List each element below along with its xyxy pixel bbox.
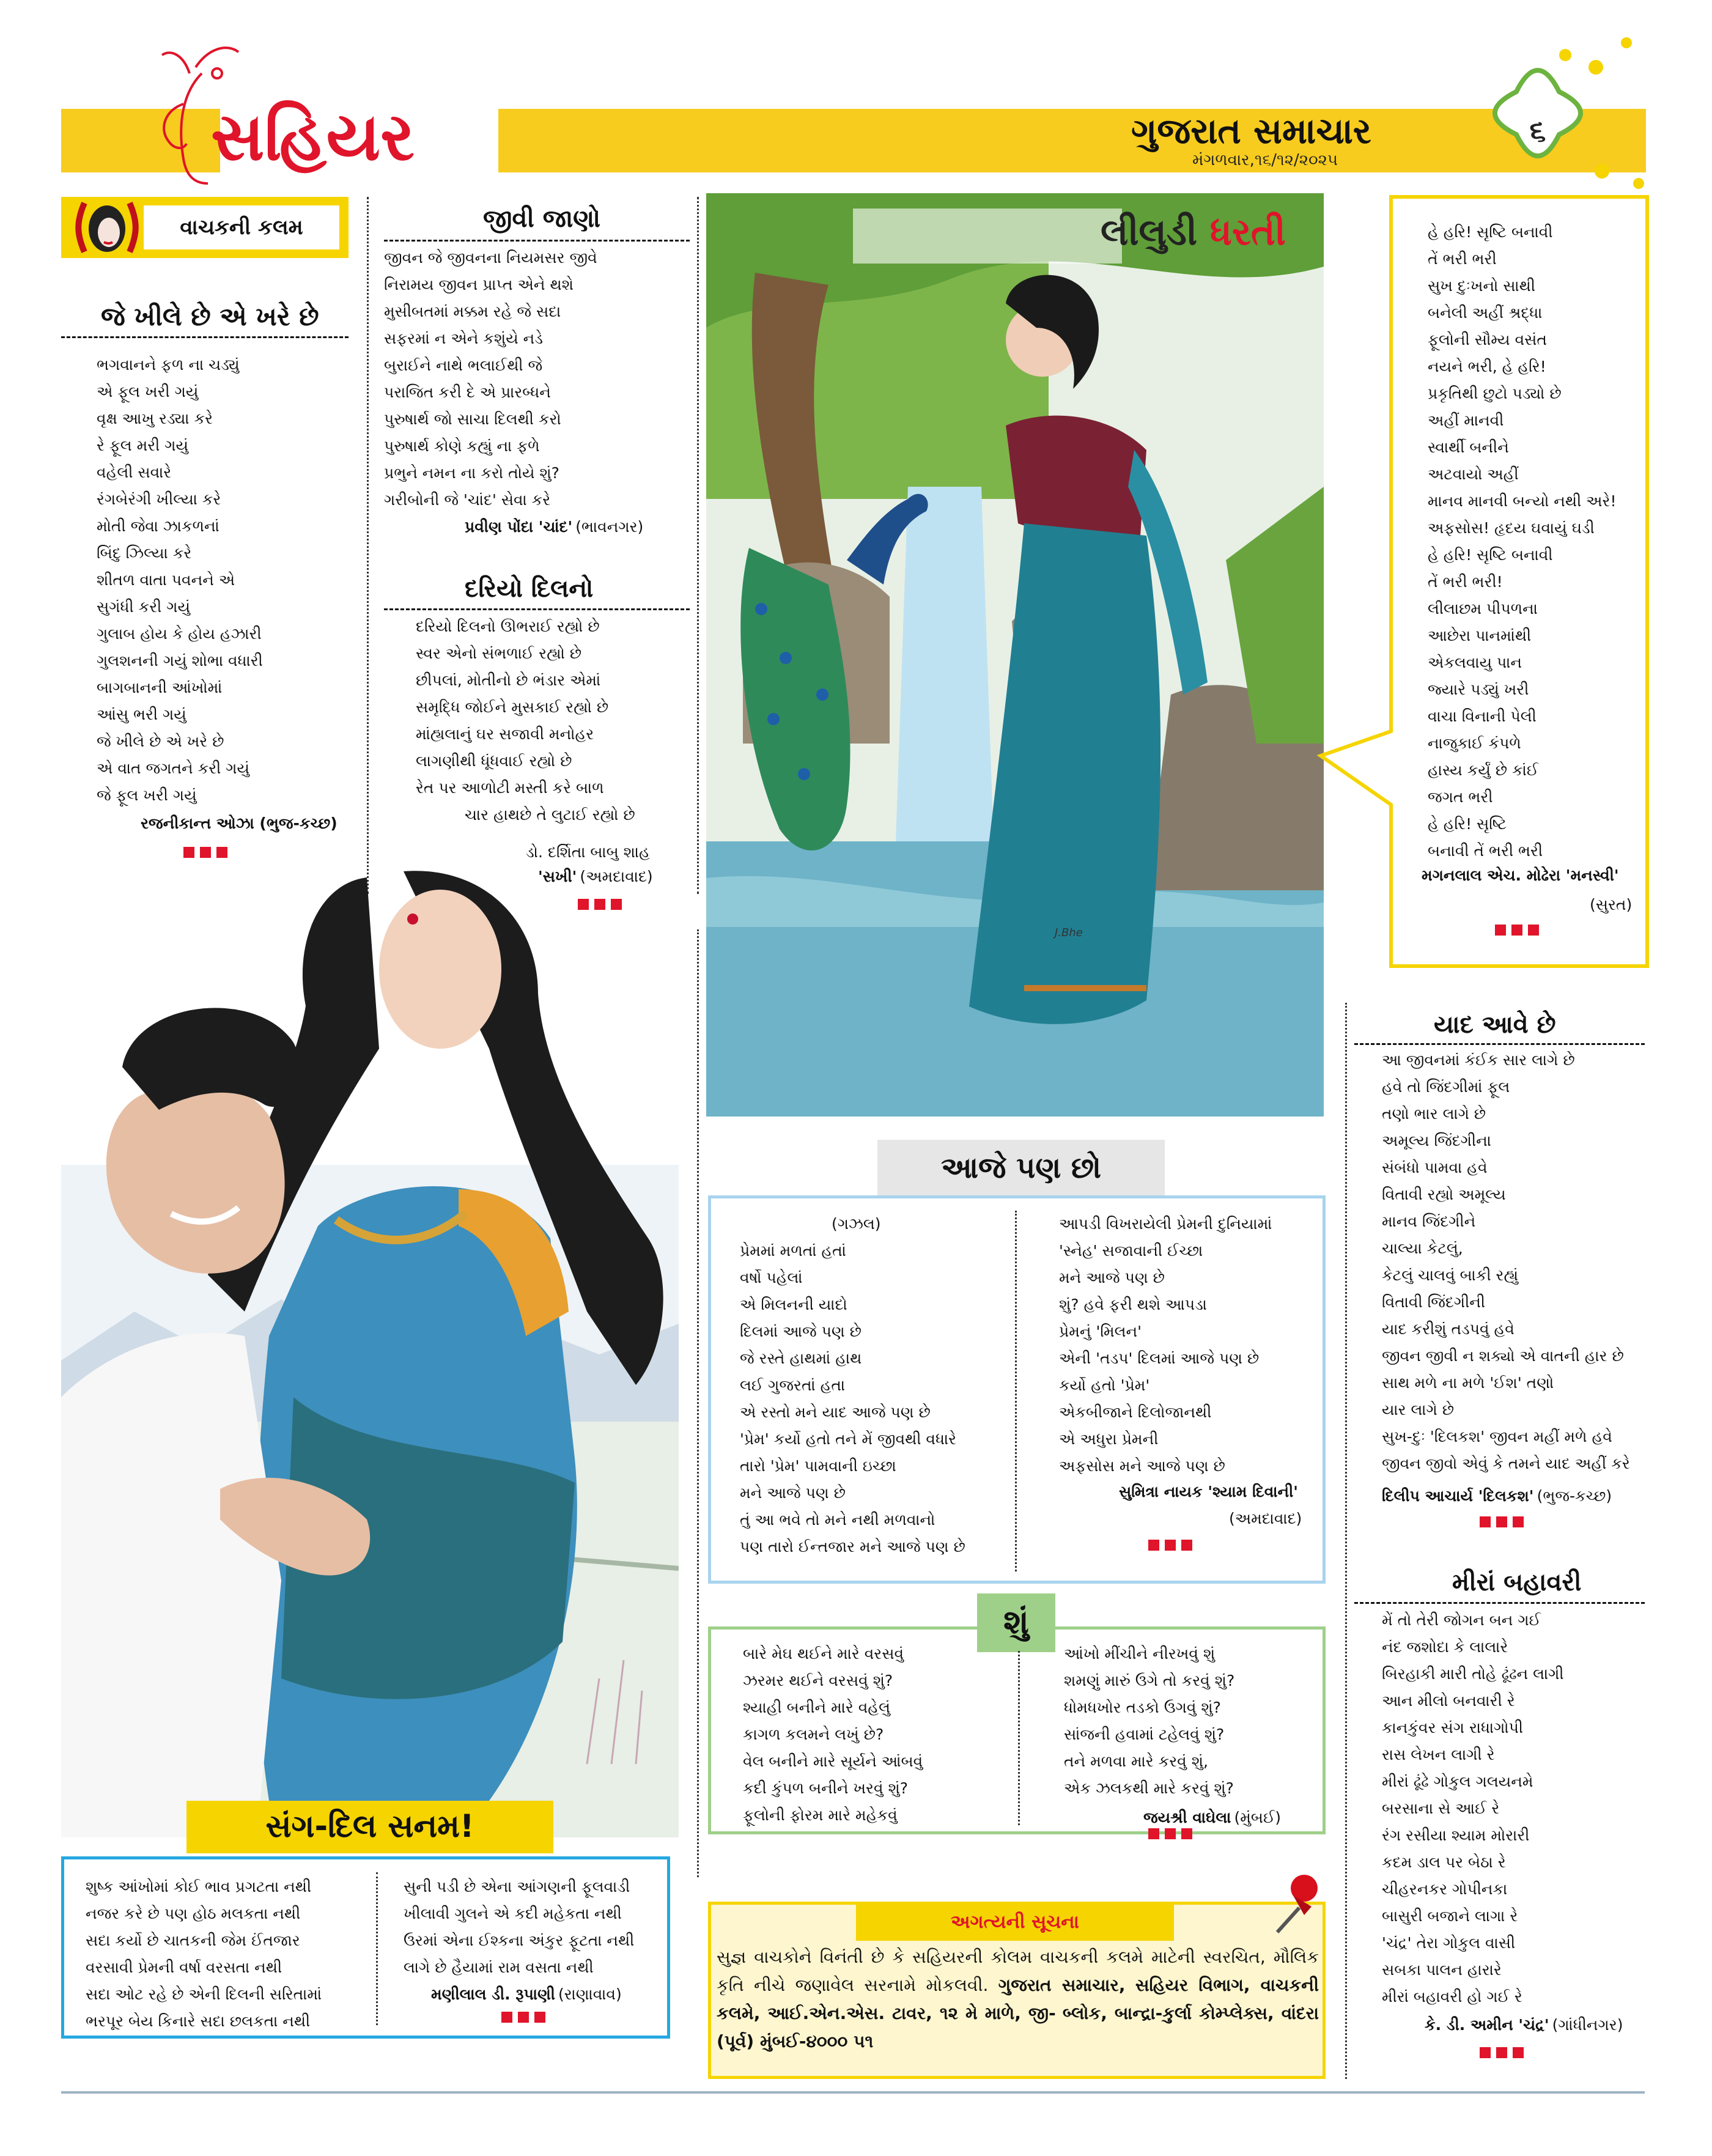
woman-face-icon	[73, 197, 141, 258]
poem-line: જગત ભરી	[1428, 788, 1493, 806]
poem-line: રંગબેરંગી ખીલ્યા કરે	[97, 490, 221, 508]
notice-text: સુજ્ઞ વાચકોને વિનંતી છે કે સહિયરની કોલમ વાચકની કલમે માટેની સ્વરચિત, મૌલિક કૃતિ નીચે જણાવેલ સરનામે મોકલવી.	[717, 1947, 1319, 1995]
pushpin-icon	[1269, 1871, 1324, 1938]
couple-illustration	[61, 847, 679, 1837]
poem-line: એકબીજાને દિલોજાનથી	[1059, 1403, 1212, 1421]
divider	[1354, 1602, 1645, 1604]
poem-line: ફૂલોની ફોરમ મારે મહેકવું	[743, 1806, 898, 1824]
poem-line: એ વાત જગતને કરી ગયું	[97, 759, 249, 777]
poem-line: રંગ રસીયા શ્યામ મોરારી	[1382, 1826, 1530, 1844]
poem6-author	[1425, 2012, 1623, 2039]
poem-line: પુરુષાર્થ જો સાચા દિલથી કરો	[384, 410, 561, 428]
divider	[61, 336, 349, 338]
poem-line: 'સ્નેહ' સજાવાની ઈચ્છા	[1059, 1242, 1203, 1260]
poem-line: જીવન જીવો એવું કે તમને યાદ અહીં કરે	[1382, 1455, 1630, 1472]
poem-line: કર્યો હતો 'પ્રેમ'	[1059, 1376, 1150, 1394]
poem-line: તને મળવા મારે કરવું શું,	[1064, 1752, 1208, 1770]
poem2-author-name: પ્રવીણ પોંદા 'ચાંદ'	[465, 518, 573, 536]
poem-line: માનવ માનવી બન્યો નથી અરે!	[1428, 492, 1617, 510]
poem-line: જે ફૂલ ખરી ગયું	[97, 786, 197, 804]
poem-line: હે હરિ! સૃષ્ટિ બનાવી	[1428, 546, 1553, 564]
poem7-title: આજે પણ છો	[941, 1151, 1101, 1185]
end-mark	[1148, 1540, 1198, 1553]
poem-line: ચાલ્યા કેટલું,	[1382, 1239, 1463, 1257]
divider	[1354, 1043, 1645, 1045]
poem9-title: સંગ-દિલ સનમ!	[265, 1808, 474, 1845]
art-title-red: ધરતી	[1209, 211, 1286, 254]
poem9-author-name: મણીલાલ ડી. રૂપાણી	[431, 1985, 555, 2003]
poem5-author-name: દિલીપ આચાર્ય 'દિલકશ'	[1382, 1487, 1534, 1505]
poem-line: અહીં માનવી	[1428, 412, 1504, 429]
poem-line: વિતાવી રહ્યો અમૂલ્ય	[1382, 1186, 1506, 1203]
poem8-author-name: જયશ્રી વાઘેલા	[1143, 1809, 1231, 1826]
poem-line: બાગબાનની આંખોમાં	[97, 679, 223, 696]
poem-line: સુની પડી છે એના આંગણની ફૂલવાડી	[404, 1878, 630, 1896]
poem-line: સુખ-દુઃ 'દિલકશ' જીવન મહીં મળે હવે	[1382, 1428, 1612, 1445]
poem-line: પણ તારો ઈન્તજાર મને આજે પણ છે	[740, 1538, 965, 1556]
footer-rule	[61, 2091, 1645, 2094]
column-rule	[1015, 1211, 1017, 1571]
poem-line: એની 'તડપ' દિલમાં આજે પણ છે	[1059, 1349, 1260, 1367]
poem-line: શુષ્ક આંખોમાં કોઈ ભાવ પ્રગટતા નથી	[86, 1878, 312, 1896]
poem-line: એ મિલનની યાદો	[740, 1296, 847, 1313]
poem3-body	[416, 613, 635, 829]
poem6-body	[1382, 1607, 1564, 2010]
poem-line: મને આજે પણ છે	[740, 1484, 846, 1502]
poem-line: લીલાછમ પીપળના	[1428, 600, 1538, 618]
poem-line: વર્ષો પહેલાં	[740, 1269, 803, 1287]
poem-line: એ ફૂલ ખરી ગયું	[97, 383, 199, 401]
end-mark	[1148, 1828, 1198, 1842]
poem-line: સાંજની હવામાં ટહેલવું શું?	[1064, 1726, 1225, 1743]
poem-line: મુસીબતમાં મક્કમ રહે જે સદા	[384, 303, 561, 320]
poem9-col1	[86, 1874, 322, 2035]
poem-line: કાગળ કલમને લખું છે?	[743, 1726, 884, 1743]
poem2-body	[384, 245, 597, 514]
poem2-title: જીવી જાણો	[483, 205, 601, 233]
poem5-author	[1382, 1483, 1612, 1510]
column-rule	[1018, 1651, 1020, 1825]
poem-line: કાનકુંવર સંગ રાધાગોપી	[1382, 1719, 1523, 1737]
poem-line: આંસુ ભરી ગયું	[97, 706, 186, 723]
poem-line: તેં ભરી ભરી	[1428, 250, 1497, 268]
poem-line: માંહ્યલાનું ઘર સજાવી મનોહર	[416, 725, 594, 743]
poem-line: આછેરા પાનમાંથી	[1428, 627, 1532, 644]
poem-line: અફસોસ મને આજે પણ છે	[1059, 1457, 1225, 1475]
poem-line: ખીલાવી ગુલને એ કદી મહેકતા નથી	[404, 1905, 622, 1922]
notice-body	[717, 1943, 1319, 2056]
poem-line: ચાર હાથછે તે લુટાઈ રહ્યો છે	[465, 806, 635, 824]
artist-signature: J.Bhe	[1055, 926, 1083, 939]
poem-line: બિંદુ ઝિલ્યા કરે	[97, 544, 192, 562]
poem-line: ધોમધખોર તડકો ઉગવું શું?	[1064, 1699, 1221, 1716]
poem-line: વૃક્ષ આખુ રડ્યા કરે	[97, 410, 213, 427]
brand-title: સહિયર	[211, 99, 415, 175]
column-rule	[697, 929, 699, 1877]
poem-line: સફરમાં ન એને કશુંયે નડે	[384, 330, 543, 347]
poem4-place: (સુરત)	[1590, 896, 1633, 914]
poem-line: ચીહરનકર ગોપીનકા	[1382, 1880, 1508, 1898]
poem1-author: રજનીકાન્ત ઓઝા (ભુજ-કચ્છ)	[141, 814, 338, 832]
poem-line: દિલમાં આજે પણ છે	[740, 1323, 862, 1340]
poem-line: પ્રેમનું 'મિલન'	[1059, 1323, 1142, 1340]
poem-line: ઝરમર થઈને વરસવું શું?	[743, 1672, 893, 1689]
column-rule	[1345, 1003, 1347, 2079]
poem-line: ફૂલોની સૌમ્ય વસંત	[1428, 331, 1547, 349]
poem-line: રે ફૂલ મરી ગયું	[97, 437, 188, 454]
poem-line: પ્રેમમાં મળતાં હતાં	[740, 1242, 846, 1260]
end-mark	[1480, 1516, 1529, 1530]
poem-line: તારો 'પ્રેમ' પામવાની ઇચ્છા	[740, 1457, 896, 1475]
poem-line: નિરામય જીવન પ્રાપ્ત એને થશે	[384, 276, 574, 293]
paper-name: ગુજરાત સમાચાર	[1131, 110, 1371, 152]
poem-line: જે રસ્તે હાથમાં હાથ	[740, 1349, 862, 1367]
poem-line: સ્વાર્થી બનીને	[1428, 438, 1509, 456]
poem-line: હાસ્ય કર્યું છે કાંઈ	[1428, 761, 1539, 779]
poem-line: સદા કર્યો છે ચાતકની જેમ ઈંતજાર	[86, 1932, 300, 1949]
poem-line: માનવ જિંદગીને	[1382, 1213, 1476, 1230]
poem-line: આ જીવનમાં કંઈક સાર લાગે છે	[1382, 1051, 1575, 1069]
poem-line: એ અધુરા પ્રેમની	[1059, 1430, 1159, 1448]
divider	[384, 240, 690, 242]
poem-line: સુગંધી કરી ગયું	[97, 598, 190, 616]
poem-line: તણો ભાર લાગે છે	[1382, 1105, 1486, 1123]
end-mark	[501, 2012, 551, 2025]
poem8-author	[1143, 1804, 1281, 1831]
poem9-author	[431, 1981, 622, 2008]
poem-line: જ્યારે પડ્યું ખરી	[1428, 681, 1529, 698]
poem-line: (ગઝલ)	[832, 1215, 881, 1233]
poem-line: એકલવાયુ પાન	[1428, 654, 1522, 671]
poem-line: બનેલી અહીં શ્રદ્ધા	[1428, 304, 1543, 322]
poem-line: ભગવાનને ફળ ના ચડ્યું	[97, 356, 240, 374]
poem-line: આંખો મીંચીને નીરખવું શું	[1064, 1645, 1216, 1663]
poem3-place: (અમદાવાદ)	[580, 868, 653, 885]
poem-line: યાદ કરીશું તડપવું હવે	[1382, 1320, 1515, 1338]
poem-line: આન મીલો બનવારી રે	[1382, 1692, 1515, 1710]
poem-line: પુરુષાર્થ કોણે કહ્યું ના ફળે	[384, 437, 540, 455]
poem-line: લઈ ગુજરતાં હતા	[740, 1376, 846, 1394]
poem-line: ભરપૂર બેય કિનારે સદા છલકતા નથી	[86, 2012, 311, 2030]
poem-line: શ્યાહી બનીને મારે વહેલું	[743, 1699, 890, 1716]
poem-line: 'ચંદ્ર' તેરા ગોકુલ વાસી	[1382, 1934, 1516, 1952]
poem2-author	[465, 514, 643, 541]
poem-line: તું આ ભવે તો મને નથી મળવાનો	[740, 1511, 935, 1529]
poem-line: સંબંધો પામવા હવે	[1382, 1159, 1488, 1176]
poem6-title: મીરાં બહાવરી	[1452, 1568, 1582, 1597]
notice-address-1: ગુજરાત સમાચાર,	[998, 1975, 1126, 1995]
poem-line: બિરહાકી મારી તોહે ઢૂંઢન લાગી	[1382, 1665, 1564, 1683]
poem8-col1	[743, 1641, 923, 1829]
poem-line: સુખ દુઃખનો સાથી	[1428, 277, 1535, 295]
poem-line: વાચા વિનાની પેલી	[1428, 707, 1537, 725]
poem-line: નજર કરે છે પણ હોઠ મલકતા નથી	[86, 1905, 301, 1922]
poem-line: હે હરિ! સૃષ્ટિ બનાવી	[1428, 223, 1553, 241]
poem-line: પ્રભુને નમન ના કરો તોયે શું?	[384, 464, 559, 482]
poem-line: સબકા પાલન હારારે	[1382, 1961, 1502, 1979]
poem-line: મોતી જેવા ઝાકળનાં	[97, 517, 220, 535]
poem-line: બાસુરી બજાને લાગા રે	[1382, 1907, 1518, 1925]
poem-line: શમણું મારું ઉગે તો કરવું શું?	[1064, 1672, 1235, 1689]
poem-line: નાજુકાઈ કંપળે	[1428, 734, 1521, 752]
column-rule	[367, 197, 369, 894]
poem6-author-name: કે. ડી. અમીન 'ચંદ્ર'	[1425, 2016, 1549, 2034]
poem-line: ગુલાબ હોય કે હોય હઝારી	[97, 625, 262, 643]
poem8-col2	[1064, 1641, 1234, 1802]
notice-address-3: બ્લોક, બાન્દ્રા-કુર્લા કોમ્પ્લેક્સ, વાંદરા (પૂર્વ) મુંબઈ-૪૦૦૦ ૫૧	[717, 2003, 1319, 2051]
column-rule	[697, 197, 699, 894]
poem3-pen-name: 'સખી'	[538, 868, 577, 885]
poem-line: બુરાઈને નાથે ભલાઈથી જે	[384, 356, 543, 374]
poem-line: જે ખીલે છે એ ખરે છે	[97, 733, 224, 750]
poem1-title: જે ખીલે છે એ ખરે છે	[101, 301, 319, 331]
poem-line: જીવન જીવી ન શક્યો એ વાતની હાર છે	[1382, 1347, 1624, 1365]
notice-address-2: સહિયર વિભાગ, વાચકની કલમે, આઈ.એન.એસ. ટાવર, ૧૨ મે માળે, જી-	[717, 1975, 1319, 2023]
poem-line: જીવન જે જીવનના નિયમસર જીવે	[384, 249, 597, 267]
poem-line: છીપલાં, મોતીનો છે ભંડાર એમાં	[416, 671, 601, 689]
poem-line: પરાજિત કરી દે એ પ્રારબ્ધને	[384, 383, 551, 401]
poem7-place: (અમદાવાદ)	[1229, 1510, 1302, 1527]
poem-line: એક ઝલકથી મારે કરવું શું?	[1064, 1779, 1234, 1797]
poem-line: વહેલી સવારે	[97, 463, 172, 481]
poem-line: બનાવી તેં ભરી ભરી	[1428, 842, 1543, 860]
poem7-col2	[1059, 1211, 1272, 1480]
poem-line: કદી કુંપળ બનીને ખરવું શું?	[743, 1779, 909, 1797]
art-title-green: લીલુડી	[1101, 211, 1197, 254]
poem-line: તેં ભરી ભરી!	[1428, 573, 1503, 591]
column-badge	[61, 197, 349, 258]
notice-title: અગત્યની સૂચના	[950, 1911, 1080, 1933]
poem-line: નયને ભરી, હે હરિ!	[1428, 358, 1546, 375]
poem6-author-place: (ગાંધીનગર)	[1552, 2016, 1623, 2034]
poem-line: કદમ ડાલ પર બેઠા રે	[1382, 1853, 1506, 1871]
poem3-title: દરિયો દિલનો	[465, 575, 594, 603]
poem-line: લાગણીથી ધૂંધવાઈ રહ્યો છે	[416, 752, 572, 770]
poem-line: પ્રકૃતિથી છુટો પડ્યો છે	[1428, 385, 1562, 402]
end-mark	[1480, 2047, 1529, 2061]
page-number: ૬	[1529, 114, 1546, 148]
poem-line: વિતાવી જિંદગીની	[1382, 1293, 1486, 1311]
poem3-author-name: ડો. દર્શિતા બાબુ શાહ	[526, 843, 650, 861]
poem-line: હવે તો જિંદગીમાં ફૂલ	[1382, 1078, 1510, 1096]
poem-line: અટવાયો અહીં	[1428, 465, 1519, 483]
poem-line: વેલ બનીને મારે સૂર્યને આંબવું	[743, 1752, 923, 1770]
poem-line: શું? હવે ફરી થશે આપડા	[1059, 1296, 1207, 1313]
poem-line: લાગે છે હૈયામાં રામ વસતા નથી	[404, 1958, 594, 1976]
poem-line: બારે મેઘ થઈને મારે વરસવું	[743, 1645, 904, 1663]
poem-line: સમૃદ્ધિ જોઈને મુસકાઈ રહ્યો છે	[416, 698, 609, 716]
poem-line: મીરાં ઢૂંઢે ગોકુલ ગલયનમે	[1382, 1773, 1533, 1790]
poem-line: ગરીબોની જે 'ચાંદ' સેવા કરે	[384, 491, 551, 509]
poem9-author-place: (રાણાવાવ)	[558, 1985, 622, 2003]
poem-line: સાથ મળે ના મળે 'ઈશ' તણો	[1382, 1374, 1554, 1392]
poem8-author-place: (મુંબઈ)	[1234, 1809, 1282, 1826]
divider	[384, 608, 690, 610]
poem-line: સ્વર એનો સંભળાઈ રહ્યો છે	[416, 644, 582, 662]
poem9-col2	[404, 1874, 634, 1981]
earth-illustration	[706, 193, 1324, 1117]
poem-line: આપડી વિખરાયેલી પ્રેમની દુનિયામાં	[1059, 1215, 1272, 1233]
poem-line: મીરાં બહાવરી હો ગઈ રે	[1382, 1988, 1522, 2006]
poem-line: ગુલશનની ગયું શોભા વધારી	[97, 652, 263, 670]
poem4-author: મગનલાલ એચ. મોઢેરા 'મનસ્વી'	[1422, 866, 1619, 884]
poem-line: રાસ લેખન લાગી રે	[1382, 1746, 1495, 1763]
poem-line: 'પ્રેમ' કર્યો હતો તને મેં જીવથી વધારે	[740, 1430, 957, 1448]
poem-line: મને આજે પણ છે	[1059, 1269, 1165, 1287]
poem-line: શીતળ વાતા પવનને એ	[97, 571, 235, 589]
poem2-author-place: (ભાવનગર)	[575, 518, 644, 536]
poem5-body	[1382, 1047, 1630, 1477]
poem-line: અમૂલ્ય જિંદગીના	[1382, 1132, 1491, 1150]
poem-line: સદા ઓટ રહે છે એની દિલની સરિતામાં	[86, 1985, 322, 2003]
poem7-author: સુમિત્રા નાયક 'શ્યામ દિવાની'	[1119, 1483, 1298, 1501]
badge-label: વાચકની કલમ	[180, 215, 303, 240]
poem5-author-place: (ભુજ-કચ્છ)	[1537, 1487, 1612, 1505]
poem8-title: શું	[1003, 1603, 1029, 1641]
poem1-body	[97, 352, 263, 809]
poem-line: દરિયો દિલનો ઊભરાઈ રહ્યો છે	[416, 618, 600, 635]
poem-line: બરસાના સે આઈ રે	[1382, 1800, 1500, 1817]
issue-date: મંગળવાર,૧૬/૧૨/૨૦૨૫	[1192, 151, 1338, 169]
poem5-title: યાદ આવે છે	[1434, 1011, 1556, 1039]
poem-line: નંદ જશોદા કે લાલારે	[1382, 1638, 1508, 1656]
poem-line: એ રસ્તો મને યાદ આજે પણ છે	[740, 1403, 931, 1421]
poem4-body	[1428, 219, 1617, 865]
poem-line: યાર લાગે છે	[1382, 1401, 1455, 1419]
poem-line: અફસોસ! હૃદય ઘવાયું ઘડી	[1428, 519, 1595, 537]
poem-line: કેટલું ચાલવું બાકી રહ્યું	[1382, 1266, 1518, 1284]
poem-line: ઉરમાં એના ઈશ્કના અંકુર ફૂટતા નથી	[404, 1932, 635, 1949]
end-mark	[1495, 925, 1544, 938]
poem7-col1	[740, 1211, 965, 1560]
poem-line: વરસાવી પ્રેમની વર્ષા વરસતા નથી	[86, 1958, 282, 1976]
poem-line: મેં તો તેરી જોગન બન ગઈ	[1382, 1611, 1541, 1629]
art-title	[1101, 208, 1286, 257]
poem-line: રેત પર આળોટી મસ્તી કરે બાળ	[416, 779, 604, 797]
column-rule	[376, 1872, 378, 2025]
poem-line: હે હરિ! સૃષ્ટિ	[1428, 815, 1507, 833]
